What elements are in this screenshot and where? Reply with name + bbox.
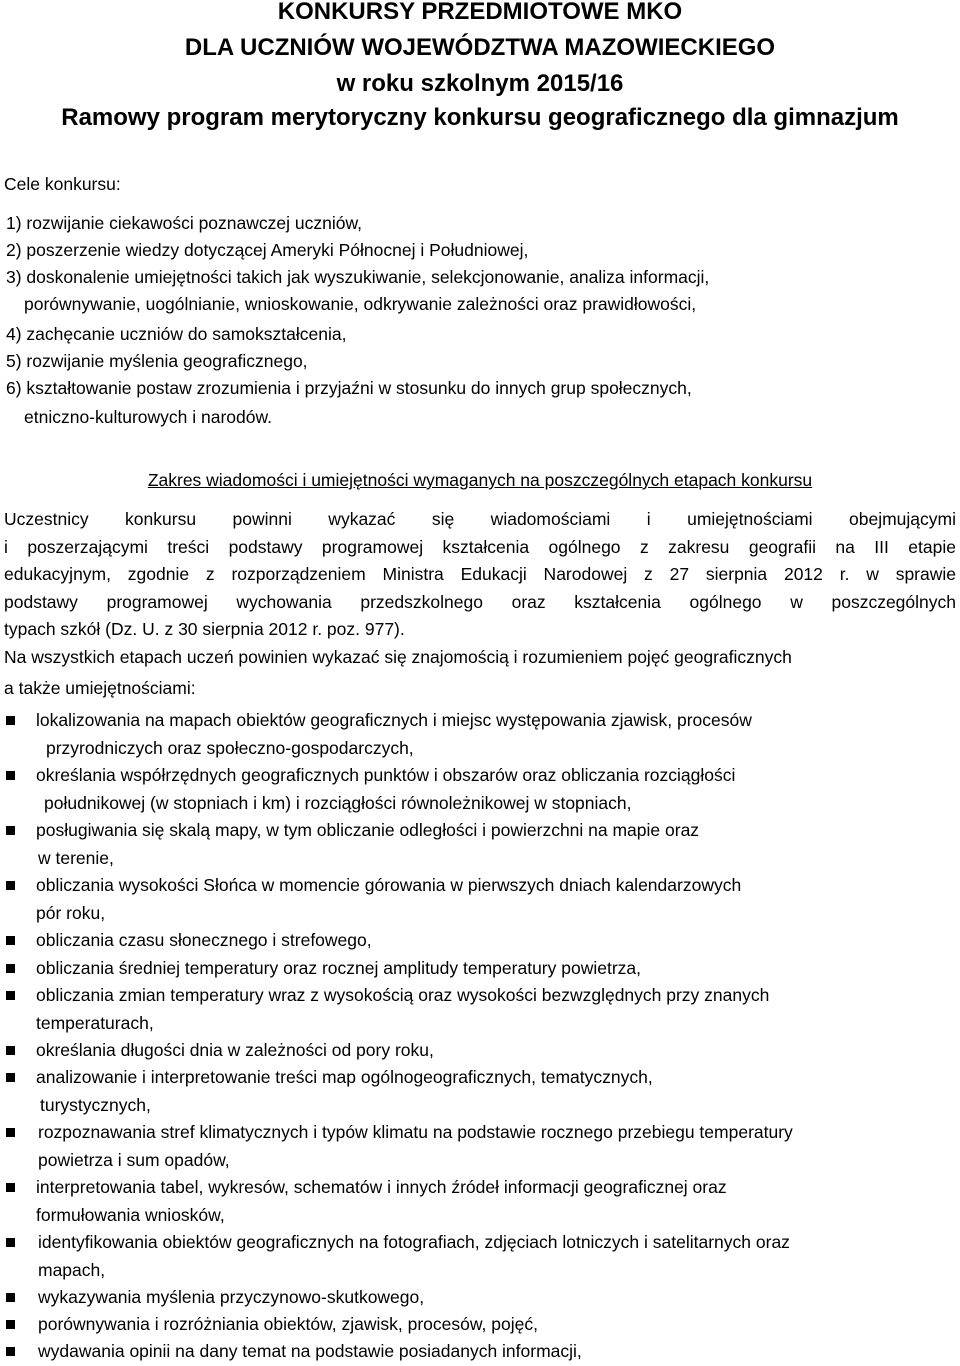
- skill-item-text: wydawania opinii na dany temat na podstawie posiadanych informacji,: [38, 1341, 582, 1361]
- goal-item-text: 2) poszerzenie wiedzy dotyczącej Ameryki Północnej i Południowej,: [6, 240, 529, 260]
- square-bullet-icon: [6, 964, 15, 973]
- paragraph-line: edukacyjnym, zgodnie z rozporządzeniem Ministra Edukacji Narodowej z 27 sierpnia 2012 r. w sprawie: [4, 564, 956, 584]
- skill-item-text: lokalizowania na mapach obiektów geograficznych i miejsc występowania zjawisk, procesów: [36, 710, 752, 730]
- paragraph-line: Uczestnicy konkursu powinni wykazać się wiadomościami i umiejętnościami obejmującymi: [4, 509, 956, 529]
- skill-item-text: analizowanie i interpretowanie treści map ogólnogeograficznych, tematycznych,: [36, 1067, 653, 1087]
- square-bullet-icon: [6, 1293, 15, 1302]
- header-title-line-1: KONKURSY PRZEDMIOTOWE MKO: [277, 0, 683, 25]
- square-bullet-icon: [6, 826, 15, 835]
- scope-section-title: Zakres wiadomości i umiejętności wymaganych na poszczególnych etapach konkursu: [147, 470, 813, 490]
- skill-item-continuation: powietrza i sum opadów,: [38, 1149, 230, 1170]
- goal-item-4: [6, 322, 346, 346]
- skill-item-continuation: turystycznych,: [40, 1094, 151, 1115]
- scope-paragraph-1: [4, 506, 956, 644]
- square-bullet-icon: [6, 1073, 15, 1082]
- square-bullet-icon: [6, 1046, 15, 1055]
- skill-item-continuation: południkowej (w stopniach i km) i rozciągłości równoleżnikowej w stopniach,: [44, 792, 632, 813]
- skill-item-continuation: w terenie,: [38, 847, 114, 868]
- skill-item-text: interpretowania tabel, wykresów, schematów i innych źródeł informacji geograficznej oraz: [36, 1177, 727, 1197]
- skill-item-text: porównywania i rozróżniania obiektów, zjawisk, procesów, pojęć,: [38, 1314, 538, 1334]
- skill-item-continuation: temperaturach,: [36, 1012, 154, 1033]
- paragraph-line: typach szkół (Dz. U. z 30 sierpnia 2012 r. poz. 977).: [4, 619, 405, 639]
- square-bullet-icon: [6, 1128, 15, 1137]
- square-bullet-icon: [6, 1347, 15, 1356]
- goal-item-2: [6, 238, 528, 262]
- skill-item-text: rozpoznawania stref klimatycznych i typów klimatu na podstawie rocznego przebiegu temperatury: [38, 1122, 793, 1142]
- paragraph-line: a także umiejętnościami:: [4, 677, 196, 698]
- goal-item-3: [6, 265, 709, 316]
- skill-item-continuation: przyrodniczych oraz społeczno-gospodarczych,: [46, 737, 414, 758]
- skill-item-continuation: mapach,: [38, 1259, 106, 1280]
- square-bullet-icon: [6, 991, 15, 1000]
- square-bullet-icon: [6, 716, 15, 725]
- paragraph-line: podstawy programowej wychowania przedszkolnego oraz kształcenia ogólnego w poszczególnych: [4, 591, 956, 612]
- skill-item-text: wykazywania myślenia przyczynowo-skutkowego,: [38, 1287, 425, 1307]
- goal-item-1: [6, 211, 362, 235]
- skill-item-text: obliczania zmian temperatury wraz z wysokością oraz wysokości bezwzględnych przy znanych: [36, 985, 770, 1005]
- skill-item-text: obliczania średniej temperatury oraz rocznej amplitudy temperatury powietrza,: [36, 958, 641, 978]
- skill-item-continuation: formułowania wniosków,: [36, 1204, 225, 1225]
- paragraph-line: i poszerzającymi treści podstawy programowej kształcenia ogólnego z zakresu geografii na III etapie: [4, 536, 956, 557]
- goal-item-5: [6, 349, 308, 373]
- goals-heading: Cele konkursu:: [4, 174, 121, 194]
- goal-item-text: 3) doskonalenie umiejętności takich jak wyszukiwanie, selekcjonowanie, analiza informacji,: [6, 267, 710, 287]
- header-title-line-2: DLA UCZNIÓW WOJEWÓDZTWA MAZOWIECKIEGO: [184, 34, 776, 61]
- header-school-year: w roku szkolnym 2015/16: [336, 70, 624, 97]
- goal-item-text: 6) kształtowanie postaw zrozumienia i przyjaźni w stosunku do innych grup społecznych,: [6, 378, 692, 398]
- skill-item-text: określania długości dnia w zależności od pory roku,: [36, 1040, 434, 1060]
- scope-paragraph-2: [4, 644, 956, 702]
- goal-item-text: 5) rozwijanie myślenia geograficznego,: [6, 351, 308, 371]
- skill-item-continuation: pór roku,: [36, 902, 106, 923]
- header-program-title: Ramowy program merytoryczny konkursu geograficznego dla gimnazjum: [61, 104, 899, 131]
- goal-item-text: 4) zachęcanie uczniów do samokształcenia,: [6, 324, 347, 344]
- goal-item-continuation: etniczno-kulturowych i narodów.: [24, 407, 273, 427]
- square-bullet-icon: [6, 771, 15, 780]
- square-bullet-icon: [6, 1183, 15, 1192]
- skill-item-text: posługiwania się skalą mapy, w tym obliczanie odległości i powierzchni na mapie oraz: [36, 820, 700, 840]
- skill-item-text: obliczania wysokości Słońca w momencie górowania w pierwszych dniach kalendarzowych: [36, 875, 742, 895]
- goal-item-text: 1) rozwijanie ciekawości poznawczej uczniów,: [6, 213, 362, 233]
- skill-item-text: identyfikowania obiektów geograficznych na fotografiach, zdjęciach lotniczych i satelitarnych oraz: [38, 1232, 790, 1252]
- goal-item-6: [6, 376, 692, 429]
- square-bullet-icon: [6, 1238, 15, 1247]
- skill-item-text: określania współrzędnych geograficznych punktów i obszarów oraz obliczania rozciągłości: [36, 765, 736, 785]
- skill-item-text: obliczania czasu słonecznego i strefowego,: [36, 930, 372, 950]
- square-bullet-icon: [6, 1320, 15, 1329]
- square-bullet-icon: [6, 881, 15, 890]
- paragraph-line: Na wszystkich etapach uczeń powinien wykazać się znajomością i rozumieniem pojęć geograficznych: [4, 647, 792, 667]
- square-bullet-icon: [6, 936, 15, 945]
- goal-item-continuation: porównywanie, uogólnianie, wnioskowanie, odkrywanie zależności oraz prawidłowości,: [24, 294, 697, 314]
